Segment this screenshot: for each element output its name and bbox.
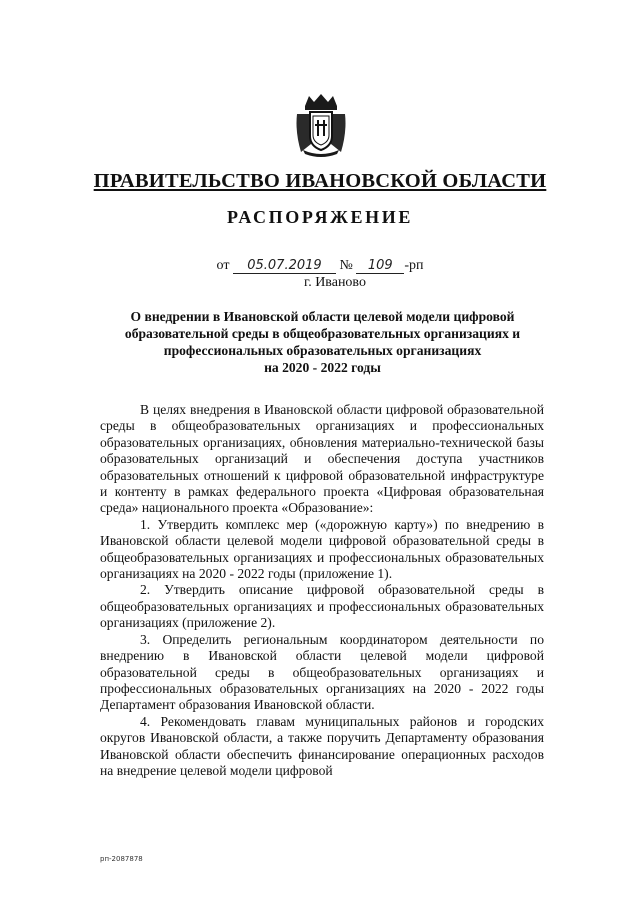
body-paragraph: 3. Определить региональным координатором деятельности по внедрению в Ивановской области целевой модели цифровой образовательной среды в общеобразовательных организациях и профессиональных образовательных организациях на 2020 - 2022 годы Департамент образования Ивановской области.: [100, 631, 544, 713]
body-paragraph: 1. Утвердить комплекс мер («дорожную карту») по внедрению в Ивановской области целевой модели цифровой образовательной среды в общеобразовательных организациях и профессиональных образовательных организациях на 2020 - 2022 годы (приложение 1).: [100, 516, 544, 582]
document-code: рп-2087878: [100, 855, 143, 863]
subject-line: образовательной среды в общеобразовательных организациях и: [124, 326, 521, 341]
subject-line: на 2020 - 2022 годы: [264, 360, 381, 375]
government-title: ПРАВИТЕЛЬСТВО ИВАНОВСКОЙ ОБЛАСТИ: [93, 170, 547, 192]
number-value: 109: [356, 258, 404, 274]
body-paragraph: В целях внедрения в Ивановской области цифровой образовательной среды в общеобразовательных организациях и профессиональных образовательных организациях, обновления материально-технической базы образовательных организаций и обеспечения доступа участников образовательных отношений к цифровой образовательной инфраструктуре и контенту в рамках федерального проекта «Цифровая образовательная среда» национального проекта «Образование»:: [100, 402, 544, 516]
date-value: 05.07.2019: [233, 258, 336, 274]
date-prefix: от: [216, 258, 230, 273]
document-body: [100, 402, 544, 779]
number-prefix: №: [339, 258, 353, 273]
subject-line: профессиональных образовательных организациях: [163, 343, 482, 358]
document-type: РАСПОРЯЖЕНИЕ: [227, 207, 413, 227]
coat-of-arms-emblem: [293, 92, 349, 158]
body-paragraph: 2. Утвердить описание цифровой образовательной среды в общеобразовательных организациях и профессиональных образовательных организациях (приложение 2).: [100, 582, 544, 631]
body-paragraph: 4. Рекомендовать главам муниципальных районов и городских округов Ивановской области, а также поручить Департаменту образования Ивановской области обеспечить финансирование операционных расходов на внедрение целевой модели цифровой: [100, 713, 544, 778]
document-subject: [110, 308, 535, 376]
number-suffix: -рп: [404, 258, 424, 273]
subject-line: О внедрении в Ивановской области целевой модели цифровой: [130, 309, 515, 324]
date-number-line: [0, 258, 640, 274]
city: г. Иваново: [304, 275, 366, 290]
